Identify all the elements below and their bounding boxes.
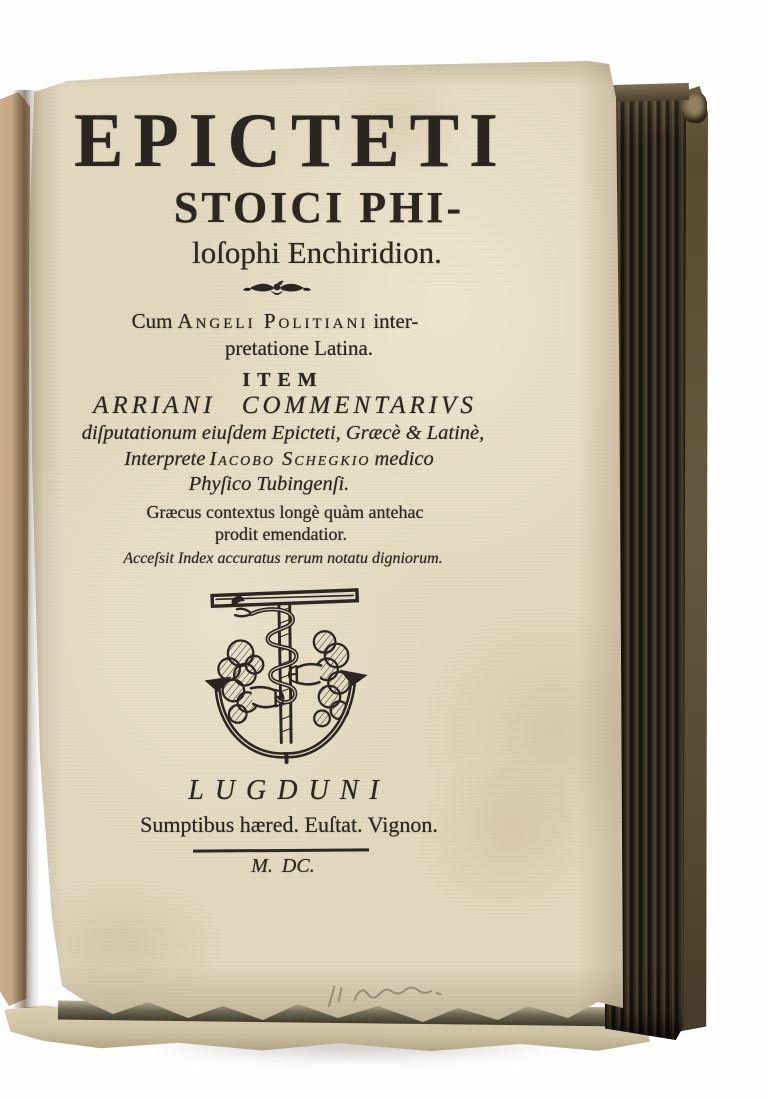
- fleuron-icon: [242, 279, 312, 297]
- imprint-date: M. DC.: [251, 855, 315, 877]
- edition-note-line-2: prodit emendatior.: [215, 524, 347, 544]
- translator-name: Angeli Politiani: [177, 309, 369, 333]
- item-heading: ITEM: [242, 369, 324, 391]
- title-page-text: [45, 0, 545, 1099]
- translation-note-prefix: Cum: [131, 309, 173, 333]
- imprint-place: LUGDUNI: [188, 775, 390, 806]
- interpreter-name: Iacobo Schegkio: [209, 448, 371, 470]
- commentary-subtitle: diſputationum eiuſdem Epicteti, Græcè & Latinè,: [81, 422, 485, 444]
- interpreter-prefix: Interprete: [124, 448, 206, 470]
- printers-device: [190, 578, 379, 767]
- main-title-line-1: EPICTETI: [74, 98, 508, 184]
- translation-note-suffix: inter-: [373, 309, 419, 333]
- index-note: Acceſsit Index accuratus rerum notatu digniorum.: [123, 550, 443, 567]
- imprint-rule: [45, 849, 545, 852]
- interpreter-suffix: medico: [374, 448, 434, 470]
- anchor-serpent-printers-device-icon: [190, 578, 379, 767]
- fleuron-ornament: [27, 279, 527, 301]
- text-block-top-edge: [609, 83, 689, 102]
- commentary-title: ARRIANI COMMENTARIVS: [93, 392, 477, 419]
- translation-note-line-1: [25, 311, 525, 332]
- main-title-line-3: loſophi Enchiridion.: [192, 235, 442, 270]
- imprint-publisher: Sumptibus hæred. Euſtat. Vignon.: [140, 812, 438, 837]
- main-title-line-2: STOICI PHI-: [173, 183, 465, 232]
- interpreter-line-1: [29, 449, 529, 470]
- interpreter-line-2: Phyſico Tubingenſi.: [188, 473, 350, 495]
- edition-note-line-1: Græcus contextus longè quàm antehac: [146, 502, 424, 522]
- translation-note-line-2: pretatione Latina.: [224, 336, 374, 360]
